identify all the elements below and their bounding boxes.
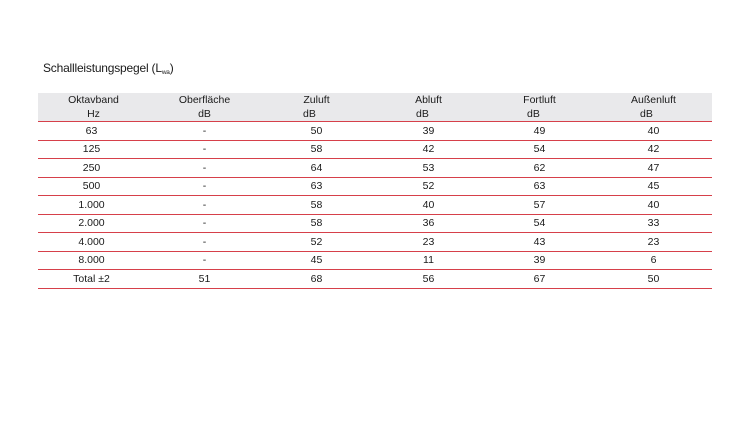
cell-surface: - [149, 251, 260, 270]
unit-surface: dB [149, 107, 260, 122]
cell-outdoor-air: 6 [595, 251, 712, 270]
cell-supply-air: 58 [260, 214, 373, 233]
cell-surface: - [149, 122, 260, 141]
unit-extract-air: dB [373, 107, 484, 122]
cell-surface: - [149, 159, 260, 178]
cell-supply-air: 64 [260, 159, 373, 178]
cell-supply-air: 50 [260, 122, 373, 141]
table-row [38, 177, 712, 196]
unit-outdoor-air: dB [595, 107, 712, 122]
cell-outdoor-air: 42 [595, 140, 712, 159]
unit-exhaust-air: dB [484, 107, 595, 122]
cell-exhaust-air: 54 [484, 140, 595, 159]
cell-octave-band: 8.000 [38, 251, 149, 270]
cell-octave-band: Total ±2 [38, 270, 149, 289]
cell-extract-air: 42 [373, 140, 484, 159]
cell-outdoor-air: 47 [595, 159, 712, 178]
cell-surface: 51 [149, 270, 260, 289]
cell-exhaust-air: 63 [484, 177, 595, 196]
table-row [38, 140, 712, 159]
cell-outdoor-air: 40 [595, 122, 712, 141]
cell-octave-band: 1.000 [38, 196, 149, 215]
cell-octave-band: 500 [38, 177, 149, 196]
cell-exhaust-air: 39 [484, 251, 595, 270]
cell-octave-band: 4.000 [38, 233, 149, 252]
title-main: Schallleistungspegel (L [43, 61, 162, 75]
cell-extract-air: 52 [373, 177, 484, 196]
unit-row [38, 107, 712, 122]
cell-surface: - [149, 196, 260, 215]
cell-extract-air: 11 [373, 251, 484, 270]
table-row [38, 196, 712, 215]
cell-extract-air: 36 [373, 214, 484, 233]
cell-supply-air: 58 [260, 140, 373, 159]
cell-outdoor-air: 40 [595, 196, 712, 215]
cell-exhaust-air: 43 [484, 233, 595, 252]
cell-extract-air: 39 [373, 122, 484, 141]
cell-surface: - [149, 140, 260, 159]
cell-exhaust-air: 67 [484, 270, 595, 289]
table-body [38, 122, 712, 289]
cell-exhaust-air: 57 [484, 196, 595, 215]
cell-supply-air: 45 [260, 251, 373, 270]
header-outdoor-air: Außenluft [631, 94, 676, 106]
cell-extract-air: 23 [373, 233, 484, 252]
cell-octave-band: 2.000 [38, 214, 149, 233]
cell-octave-band: 250 [38, 159, 149, 178]
sound-power-table [38, 93, 712, 289]
cell-outdoor-air: 33 [595, 214, 712, 233]
header-row [38, 93, 712, 107]
header-supply-air: Zuluft [303, 94, 330, 106]
cell-extract-air: 53 [373, 159, 484, 178]
table-row [38, 251, 712, 270]
table-row [38, 233, 712, 252]
cell-outdoor-air: 45 [595, 177, 712, 196]
table-row [38, 159, 712, 178]
total-row [38, 270, 712, 289]
header-extract-air: Abluft [415, 94, 442, 106]
cell-octave-band: 125 [38, 140, 149, 159]
title-close: ) [169, 61, 174, 75]
cell-surface: - [149, 177, 260, 196]
cell-extract-air: 56 [373, 270, 484, 289]
cell-exhaust-air: 62 [484, 159, 595, 178]
header-octave-band: Oktavband [68, 94, 119, 106]
cell-extract-air: 40 [373, 196, 484, 215]
header-exhaust-air: Fortluft [523, 94, 556, 106]
unit-supply-air: dB [260, 107, 373, 122]
cell-surface: - [149, 214, 260, 233]
table-row [38, 122, 712, 141]
cell-supply-air: 58 [260, 196, 373, 215]
cell-supply-air: 63 [260, 177, 373, 196]
title-subscript: wa [161, 69, 170, 76]
cell-octave-band: 63 [38, 122, 149, 141]
table-row [38, 214, 712, 233]
cell-outdoor-air: 50 [595, 270, 712, 289]
header-surface: Oberfläche [178, 94, 231, 106]
cell-surface: - [149, 233, 260, 252]
cell-supply-air: 52 [260, 233, 373, 252]
cell-exhaust-air: 54 [484, 214, 595, 233]
cell-outdoor-air: 23 [595, 233, 712, 252]
cell-exhaust-air: 49 [484, 122, 595, 141]
table-title [43, 61, 174, 76]
unit-octave-band: Hz [38, 107, 149, 122]
cell-supply-air: 68 [260, 270, 373, 289]
